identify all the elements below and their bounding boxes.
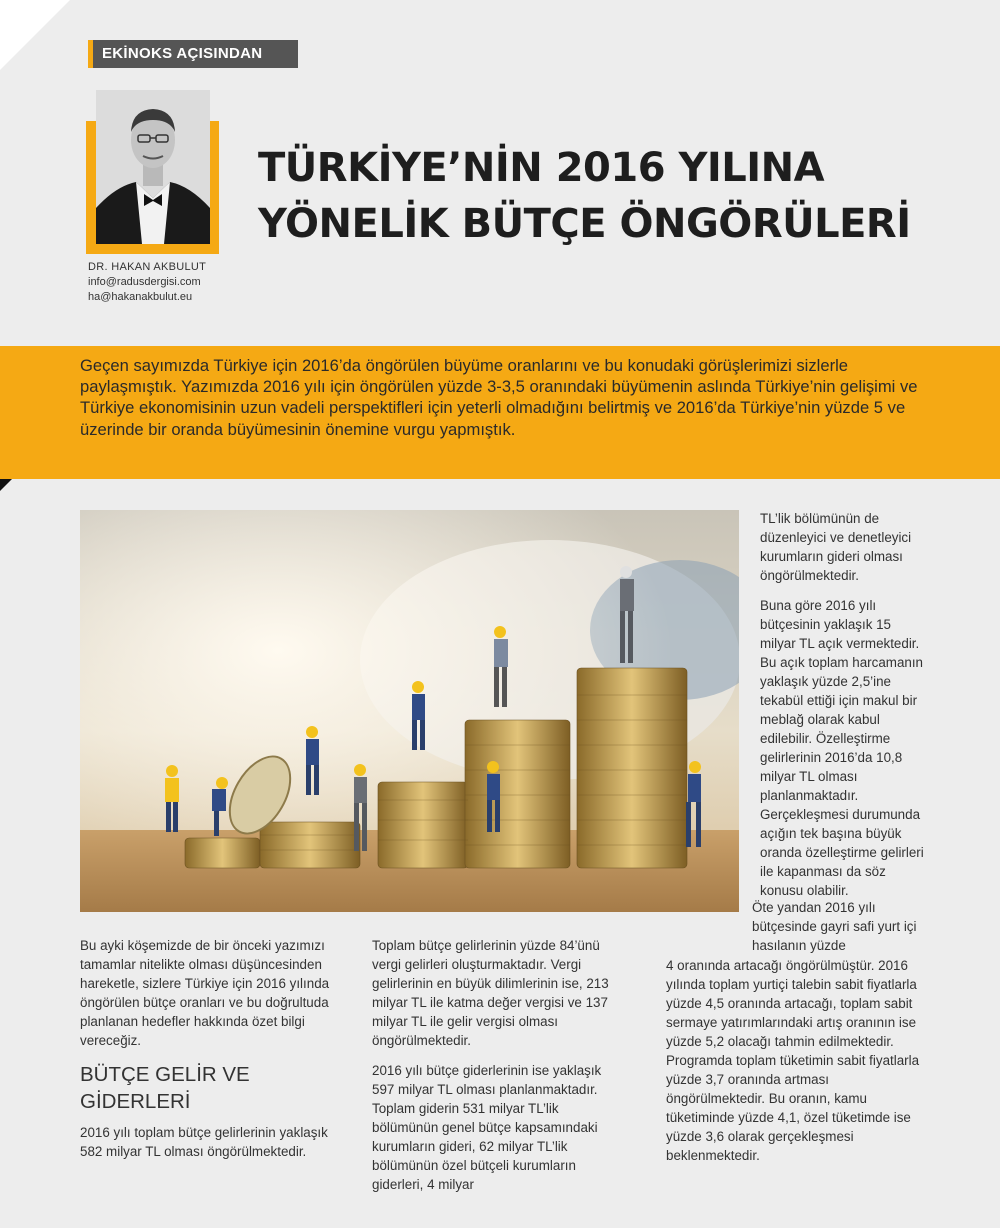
page-corner-cut (0, 0, 70, 70)
col2-paragraph-1: Toplam bütçe gelirlerinin yüzde 84’ünü vergi gelirleri oluşturmaktadır. Vergi gelirlerinin en büyük dilimlerinin ise, 213 milyar TL ile katma değer vergisi ve 137 milyar TL ile gelir vergisi olması öngörülmektedir. (372, 938, 609, 1048)
col3-paragraph-3b: 4 oranında artacağı öngörülmüştür. 2016 yılında toplam yurtiçi talebin sabit fiyatlarla yüzde 4,5 oranında artacağı, toplam sabit sermaye yatırımlarındaki artış oranının ise yüzde 5,2 olacağı tahmin edilmektedir. Programda toplam tüketimin sabit fiyatlarla yüzde 3,7 oranında artması öngörülmektedir. Bu oranın, kamu tüketiminde yüzde 4,1, özel tüketimde ise yüzde 3,6 olarak gerçekleşmesi beklenmektedir. (666, 958, 920, 1163)
author-email-2: ha@hakanakbulut.eu (88, 291, 193, 303)
lead-corner-mark (0, 479, 12, 491)
subhead-budget (80, 1061, 342, 1115)
subhead-line-1: BÜTÇE GELİR VE (80, 1063, 250, 1086)
body-column-2 (372, 936, 622, 1205)
headline-line-2: YÖNELİK BÜTÇE ÖNGÖRÜLERİ (258, 201, 911, 247)
col3-paragraph-2: Buna göre 2016 yılı bütçesinin yaklaşık 15 milyar TL açık vermektedir. Bu açık toplam harcamanın yaklaşık yüzde 2,5’ine tekabül ettiği için makul bir meblağ olarak kabul edilebilir. Özelleştirme gelirlerinin 2016’da 10,8 milyar TL olması planlanmaktadır. Gerçekleşmesi durumunda açığın tek başına büyük oranda özelleştirme gelirleri ile kapanması da söz konusu olabilir. (760, 598, 924, 898)
body-column-1 (80, 936, 342, 1172)
col1-paragraph-1: Bu ayki köşemizde de bir önceki yazımızı tamamlar nitelikte olması düşüncesinden hareketle, sizlere Türkiye için 2016 yılında öngörülen bütçe oranları ve bu doğrultuda planlanan hedefler hakkında özet bilgi vereceğiz. (80, 938, 330, 1048)
section-tag: EKİNOKS AÇISINDAN (88, 40, 298, 68)
author-email-1: info@radusdergisi.com (88, 276, 201, 288)
hero-image-coins-workers (80, 510, 739, 912)
col1-paragraph-2: 2016 yılı toplam bütçe gelirlerinin yaklaşık 582 milyar TL olması öngörülmektedir. (80, 1125, 328, 1159)
subhead-line-2: GİDERLERİ (80, 1090, 191, 1113)
col2-paragraph-2: 2016 yılı bütçe giderlerinin ise yaklaşık 597 milyar TL olması planlanmaktadır. Toplam giderin 531 milyar TL’lik bölümünün genel bütçe kapsamındaki kurumların gideri, 62 milyar TL’lik bölümünün özel bütçeli kurumların giderleri, 4 milyar (372, 1063, 602, 1192)
author-portrait (96, 90, 210, 244)
author-name: DR. HAKAN AKBULUT (88, 261, 207, 273)
col3-paragraph-3a: Öte yandan 2016 yılı bütçesinde gayri safi yurt içi hasılanın yüzde (752, 900, 917, 953)
author-info (88, 260, 206, 305)
body-column-3-bottom (666, 956, 931, 1176)
article-headline (258, 140, 978, 252)
lead-paragraph: Geçen sayımızda Türkiye için 2016’da öngörülen büyüme oranlarını ve bu konudaki görüşlerimizi sizlerle paylaşmıştık. Yazımızda 2016 yılı için öngörülen yüzde 3-3,5 oranındaki büyümenin aslında Türkiye’nin gelişimi ve Türkiye ekonomisinin uzun vadeli perspektifleri için yeterli olmadığını belirtmiş ve 2016’da Türkiye’nin yüzde 5 ve üzerinde bir oranda büyümesinin önemine vurgu yapmıştık. (80, 356, 918, 439)
body-column-3-top (760, 509, 930, 911)
headline-line-1: TÜRKİYE’NİN 2016 YILINA (258, 145, 825, 191)
col3-paragraph-1: TL’lik bölümünün de düzenleyici ve denetleyici kurumların gideri olması öngörülmektedir. (760, 511, 912, 583)
